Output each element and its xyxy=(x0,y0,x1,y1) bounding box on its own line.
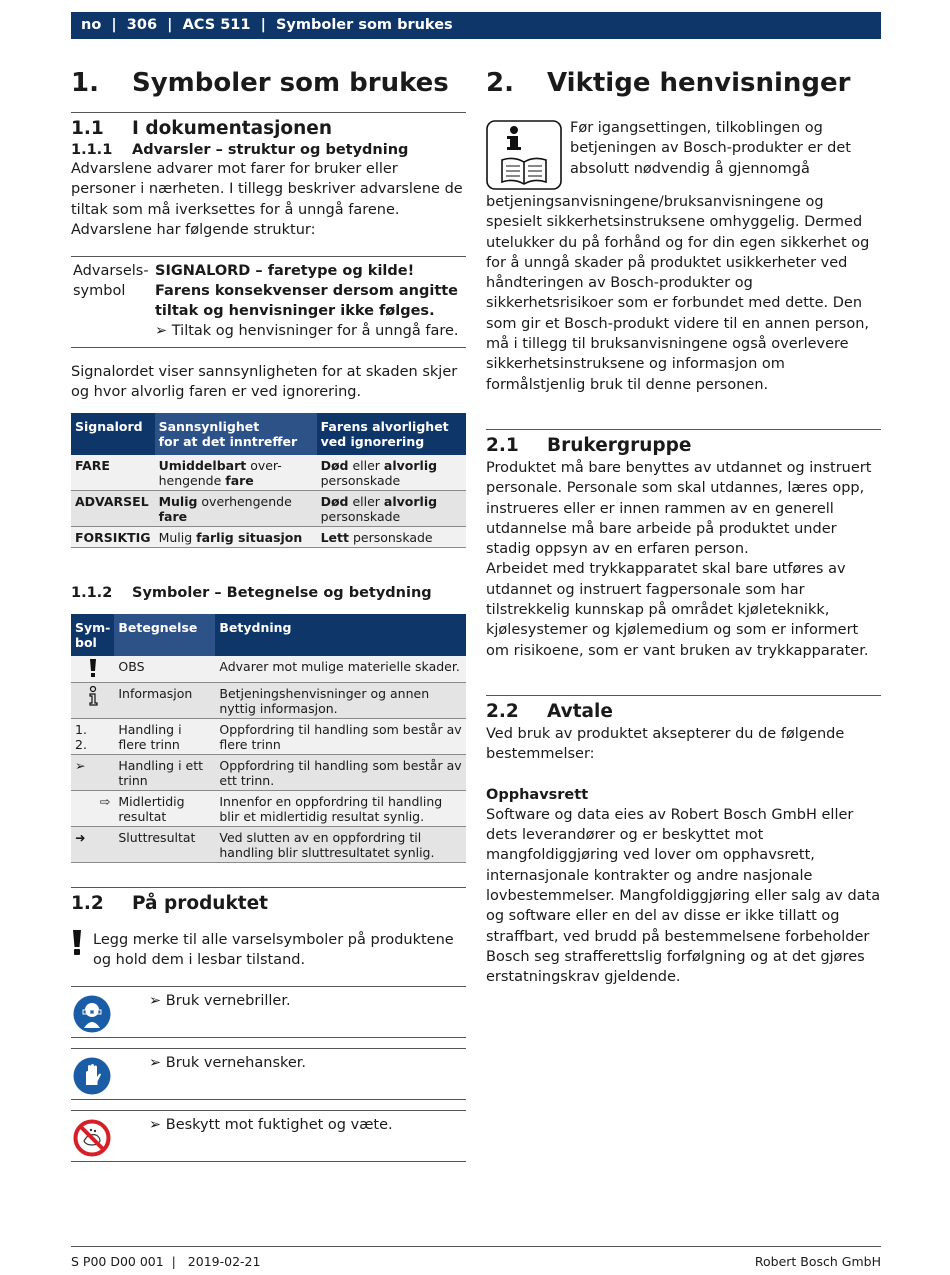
single-step-icon: ➢ xyxy=(71,754,114,790)
header-section: Symboler som brukes xyxy=(275,17,453,33)
steps-symbol: 1. 2. xyxy=(71,718,114,754)
divider xyxy=(71,112,466,113)
user-group-text-2: Arbeidet med trykkapparatet skal bare utføres av utdannet og instruert fagpersonale som har tilstrekkelig kunnskap på området kjøleteknikk, kjølesystemer og kjølemedium og som er informert om risikoene, som er vant bruken av trykkapparater. xyxy=(486,561,869,659)
agreement-text: Ved bruk av produktet aksepterer du de følgende bestemmelser: xyxy=(486,725,845,763)
table-header: Signalord xyxy=(71,413,155,455)
section-1-1-heading: 1.1 I dokumentasjonen xyxy=(71,118,333,139)
attention-icon xyxy=(88,659,98,680)
symbol-table xyxy=(71,614,466,863)
user-group-text-1: Produktet må bare benyttes av utdannet og instruert personale. Personale som skal utdannes, læres opp, instrueres eller er innen rammen av en generell utdannelse må bare arbeide på produktet under stadig oppsyn av en erfaren person. xyxy=(486,459,872,558)
warnings-intro-text: Advarslene advarer mot farer for bruker eller personer i nærheten. I tillegg beskriver advarslene de tiltak som må iverksettes for å unngå farene. Advarslene har følgende struktur: xyxy=(71,161,463,238)
left-column xyxy=(71,60,466,1162)
footer-company: Robert Bosch GmbH xyxy=(754,1254,881,1269)
important-notes-intro xyxy=(486,118,881,395)
header-product: ACS 511 xyxy=(182,17,251,33)
product-note: Legg merke til alle varselsymboler på produktene og hold dem i lesbar tilstand. xyxy=(71,930,466,971)
warning-action: ➢ Tiltak og henvisninger for å unngå fare. xyxy=(155,323,459,340)
table-header: Betydning xyxy=(215,614,466,656)
gloves-instruction: ➢ Bruk vernehansker. xyxy=(149,1055,307,1072)
table-row: FARE Umiddelbart over- hengende fare Død eller alvorlig personskade xyxy=(71,455,466,491)
table-row: Informasjon Betjeningshenvisninger og annen nyttig informasjon. xyxy=(71,682,466,718)
table-row: ➢ Handling i ett trinn Oppfordring til handling som består av ett trinn. xyxy=(71,754,466,790)
warning-symbol-label: Advarsels- symbol xyxy=(73,263,149,300)
signal-word-table xyxy=(71,413,466,548)
footer-date: 2019-02-21 xyxy=(187,1254,261,1269)
section-1-2-heading: 1.2 På produktet xyxy=(71,892,269,914)
interim-result-icon: ⇨ xyxy=(71,790,114,826)
table-header: Sannsynlighet for at det inntreffer xyxy=(155,413,317,455)
page-footer: S P00 D00 001 | 2019-02-21 Robert Bosch GmbH xyxy=(71,1246,881,1275)
divider xyxy=(71,887,466,888)
important-notes-text: Før igangsettingen, tilkoblingen og betjeningen av Bosch-produkter er det absolutt nødvendig å gjennomgå betjeningsanvisningene/bruksanvisningene og spesielt sikkerhetsinstruksene omhyggelig. Dermed utelukker du på forhånd og for din egen sikkerhet og for å unngå skader på produktet usikkerheter ved håndteringen av Bosch-produkter og sikkerhetsrisikoer som er forbundet med dette. Den som gir et Bosch-produkt videre til en annen person, må i tillegg til bruksanvisningene også overlevere sikkerhetsinstruksene og informasjon om formålstjenlig bruk til denne personen. xyxy=(486,120,870,393)
header-page-number: 306 xyxy=(126,17,158,33)
copyright-text: Software og data eies av Robert Bosch GmbH eller dets leverandører og er beskyttet mot mangfoldiggjøring ved lover om opphavsrett, internasjonale kontrakter og andre nasjonale lovbestemmelser. Mangfoldiggjøring eller salg av data og software eller en del av disse er ikke tillatt og straffbart, ved brudd på bestemmelsene forbeholder Bosch seg strafferettslig forfølgning og at det gjøres erstatningskrav gjeldende. xyxy=(486,806,881,986)
divider xyxy=(486,695,881,696)
section-1-1-2-heading: 1.1.2 Symboler – Betegnelse og betydning xyxy=(71,584,432,601)
moisture-instruction: ➢ Beskytt mot fuktighet og væte. xyxy=(149,1117,393,1134)
page-header: no | 306 | ACS 511 | Symboler som brukes xyxy=(71,12,881,39)
chapter-1-heading: 1. Symboler som brukes xyxy=(71,68,449,98)
info-icon xyxy=(87,686,99,709)
safety-goggles-icon xyxy=(73,995,111,1033)
gloves-row xyxy=(71,1048,466,1100)
table-row: OBS Advarer mot mulige materielle skader. xyxy=(71,656,466,683)
warning-structure-box xyxy=(71,256,466,348)
warning-structure-text xyxy=(155,261,466,341)
safety-gloves-icon xyxy=(73,1057,111,1095)
section-1-1-1-heading: 1.1.1 Advarsler – struktur og betydning xyxy=(71,142,409,158)
table-row: ➜ Sluttresultat Ved slutten av en oppfordring til handling blir sluttresultatet synlig. xyxy=(71,826,466,862)
final-result-icon: ➜ xyxy=(71,826,114,862)
copyright-heading: Opphavsrett xyxy=(486,786,589,803)
right-column xyxy=(486,60,881,988)
table-row: ADVARSEL Mulig overhengende fare Død eller alvorlig personskade xyxy=(71,490,466,526)
no-moisture-icon xyxy=(73,1119,111,1157)
table-header: Sym- bol xyxy=(71,614,114,656)
chapter-2-heading: 2. Viktige henvisninger xyxy=(486,68,851,98)
warning-consequence: Farens konsekvenser dersom angitte tiltak og henvisninger ikke følges. xyxy=(155,283,459,320)
read-manual-icon xyxy=(486,120,564,192)
goggles-instruction: ➢ Bruk vernebriller. xyxy=(149,993,291,1010)
warning-signal-word: SIGNALORD – faretype og kilde! xyxy=(155,263,415,280)
divider xyxy=(486,429,881,430)
signal-word-explanation: Signalordet viser sannsynligheten for at skaden skjer og hvor alvorlig faren er ved ignorering. xyxy=(71,364,458,401)
section-2-2-heading: 2.2 Avtale xyxy=(486,700,613,722)
table-header: Farens alvorlighet ved ignorering xyxy=(317,413,466,455)
moisture-row xyxy=(71,1110,466,1162)
goggles-row xyxy=(71,986,466,1038)
table-row: FORSIKTIG Mulig farlig situasjon Lett personskade xyxy=(71,526,466,547)
attention-icon xyxy=(71,930,93,971)
table-header: Betegnelse xyxy=(114,614,215,656)
table-row: 1. 2. Handling i flere trinn Oppfordring til handling som består av flere trinn xyxy=(71,718,466,754)
section-2-1-heading: 2.1 Brukergruppe xyxy=(486,434,692,456)
header-lang: no xyxy=(81,17,102,33)
footer-doc-number: S P00 D00 001 xyxy=(71,1254,164,1269)
table-row: ⇨ Midlertidig resultat Innenfor en oppfordring til handling blir et midlertidig resultat synlig. xyxy=(71,790,466,826)
